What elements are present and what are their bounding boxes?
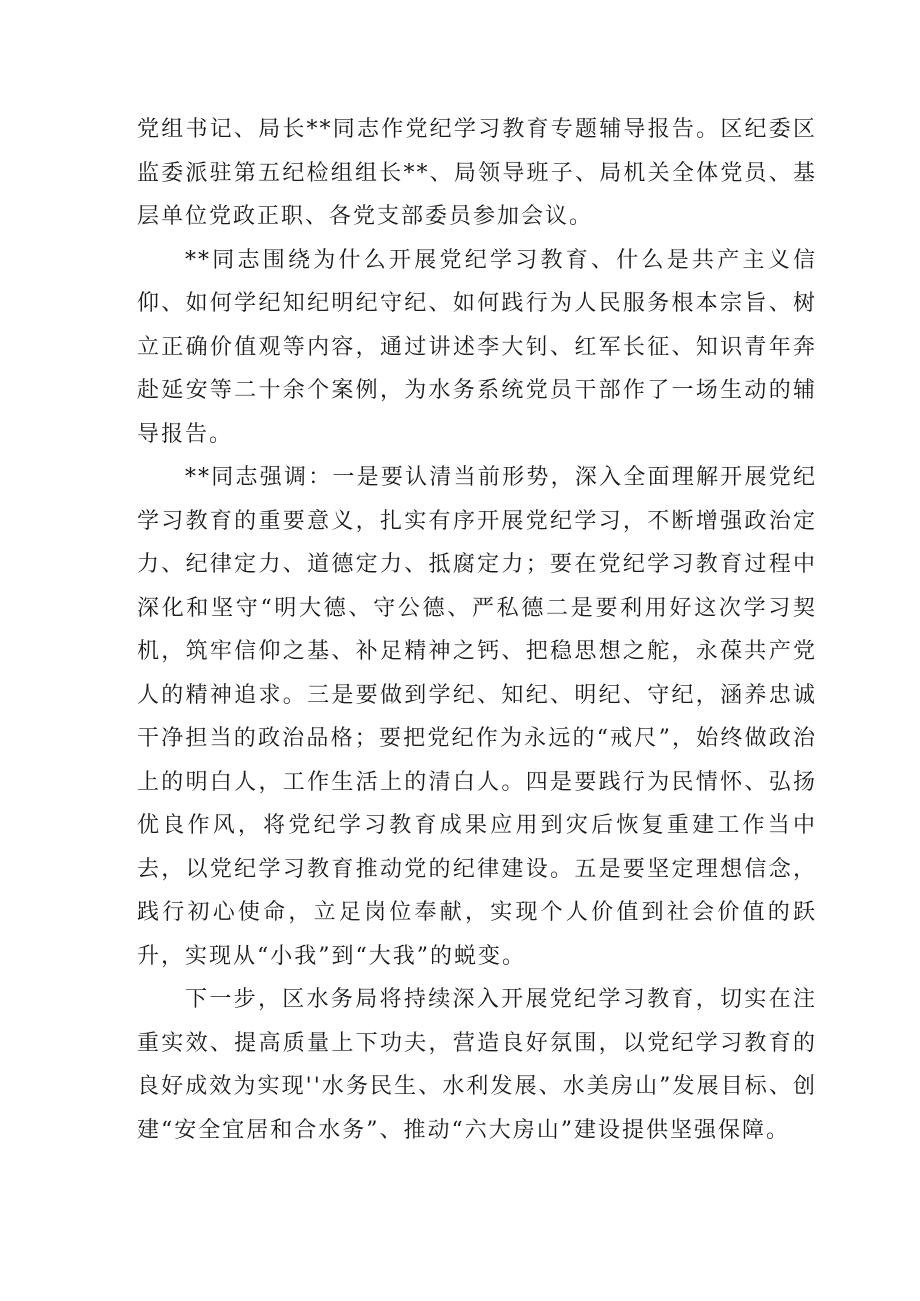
paragraph-next-steps: 下一步，区水务局将持续深入开展党纪学习教育，切实在注重实效、提高质量上下功夫，营造良好氛围，以党纪学习教育的良好成效为实现''水务民生、水利发展、水美房山”发展目标、创建“安全宜居和合水务”、推动“六大房山”建设提供坚强保障。 — [137, 987, 817, 1143]
paragraph-report-content: **同志围绕为什么开展党纪学习教育、什么是共产主义信仰、如何学纪知纪明纪守纪、如何践行为人民服务根本宗旨、树立正确价值观等内容，通过讲述李大钊、红军长征、知识青年奔赴延安等二十余个案例，为水务系统党员干部作了一场生动的辅导报告。 — [137, 247, 817, 447]
paragraph-attendees: 党组书记、局长**同志作党纪学习教育专题辅导报告。区纪委区监委派驻第五纪检组组长**、局领导班子、局机关全体党员、基层单位党政正职、各党支部委员参加会议。 — [137, 117, 817, 229]
document-body — [137, 108, 817, 1152]
paragraph-emphasis: **同志强调：一是要认清当前形势，深入全面理解开展党纪学习教育的重要意义，扎实有序开展党纪学习，不断增强政治定力、纪律定力、道德定力、抵腐定力；要在党纪学习教育过程中深化和坚守“明大德、守公德、严私德二是要利用好这次学习契机，筑牢信仰之基、补足精神之钙、把稳思想之舵，永葆共产党人的精神追求。三是要做到学纪、知纪、明纪、守纪，涵养忠诚干净担当的政治品格；要把党纪作为永远的“戒尺”，始终做政治上的明白人，工作生活上的清白人。四是要践行为民情怀、弘扬优良作风，将党纪学习教育成果应用到灾后恢复重建工作当中去，以党纪学习教育推动党的纪律建设。五是要坚定理想信念，践行初心使命，立足岗位奉献，实现个人价值到社会价值的跃升，实现从“小我”到“大我”的蜕变。 — [137, 465, 817, 969]
